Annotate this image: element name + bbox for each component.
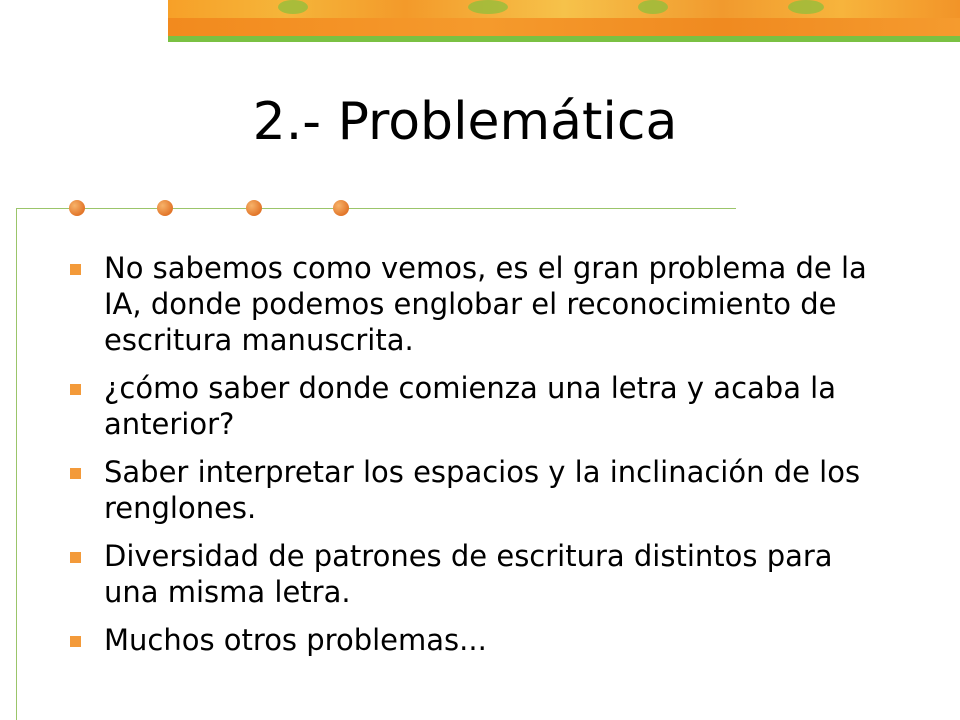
leaf-decoration bbox=[278, 0, 308, 14]
bullet-item bbox=[70, 454, 870, 526]
bullet-item bbox=[70, 622, 870, 658]
leaf-decoration bbox=[468, 0, 508, 14]
leaf-decoration bbox=[638, 0, 668, 14]
orange-dot bbox=[246, 200, 262, 216]
orange-dot bbox=[157, 200, 173, 216]
square-bullet-icon bbox=[70, 264, 81, 275]
banner-orange-strip bbox=[168, 18, 960, 36]
square-bullet-icon bbox=[70, 552, 81, 563]
bullet-text: Muchos otros problemas... bbox=[104, 623, 487, 657]
left-border-rule bbox=[16, 208, 17, 720]
bullet-list bbox=[70, 250, 870, 670]
title-underline bbox=[16, 208, 736, 209]
orange-dot bbox=[69, 200, 85, 216]
square-bullet-icon bbox=[70, 468, 81, 479]
bullet-text: Diversidad de patrones de escritura distintos para una misma letra. bbox=[104, 539, 833, 609]
banner-green-strip bbox=[168, 36, 960, 42]
bullet-text: Saber interpretar los espacios y la inclinación de los renglones. bbox=[104, 455, 861, 525]
bullet-item bbox=[70, 370, 870, 442]
slide-title: 2.- Problemática bbox=[252, 92, 678, 152]
orange-dot bbox=[333, 200, 349, 216]
bullet-item bbox=[70, 538, 870, 610]
square-bullet-icon bbox=[70, 384, 81, 395]
header-banner bbox=[168, 0, 960, 40]
bullet-item bbox=[70, 250, 870, 358]
bullet-text: ¿cómo saber donde comienza una letra y acaba la anterior? bbox=[104, 371, 837, 441]
leaf-decoration bbox=[788, 0, 824, 14]
square-bullet-icon bbox=[70, 636, 81, 647]
bullet-text: No sabemos como vemos, es el gran problema de la IA, donde podemos englobar el reconocimiento de escritura manuscrita. bbox=[104, 251, 867, 357]
